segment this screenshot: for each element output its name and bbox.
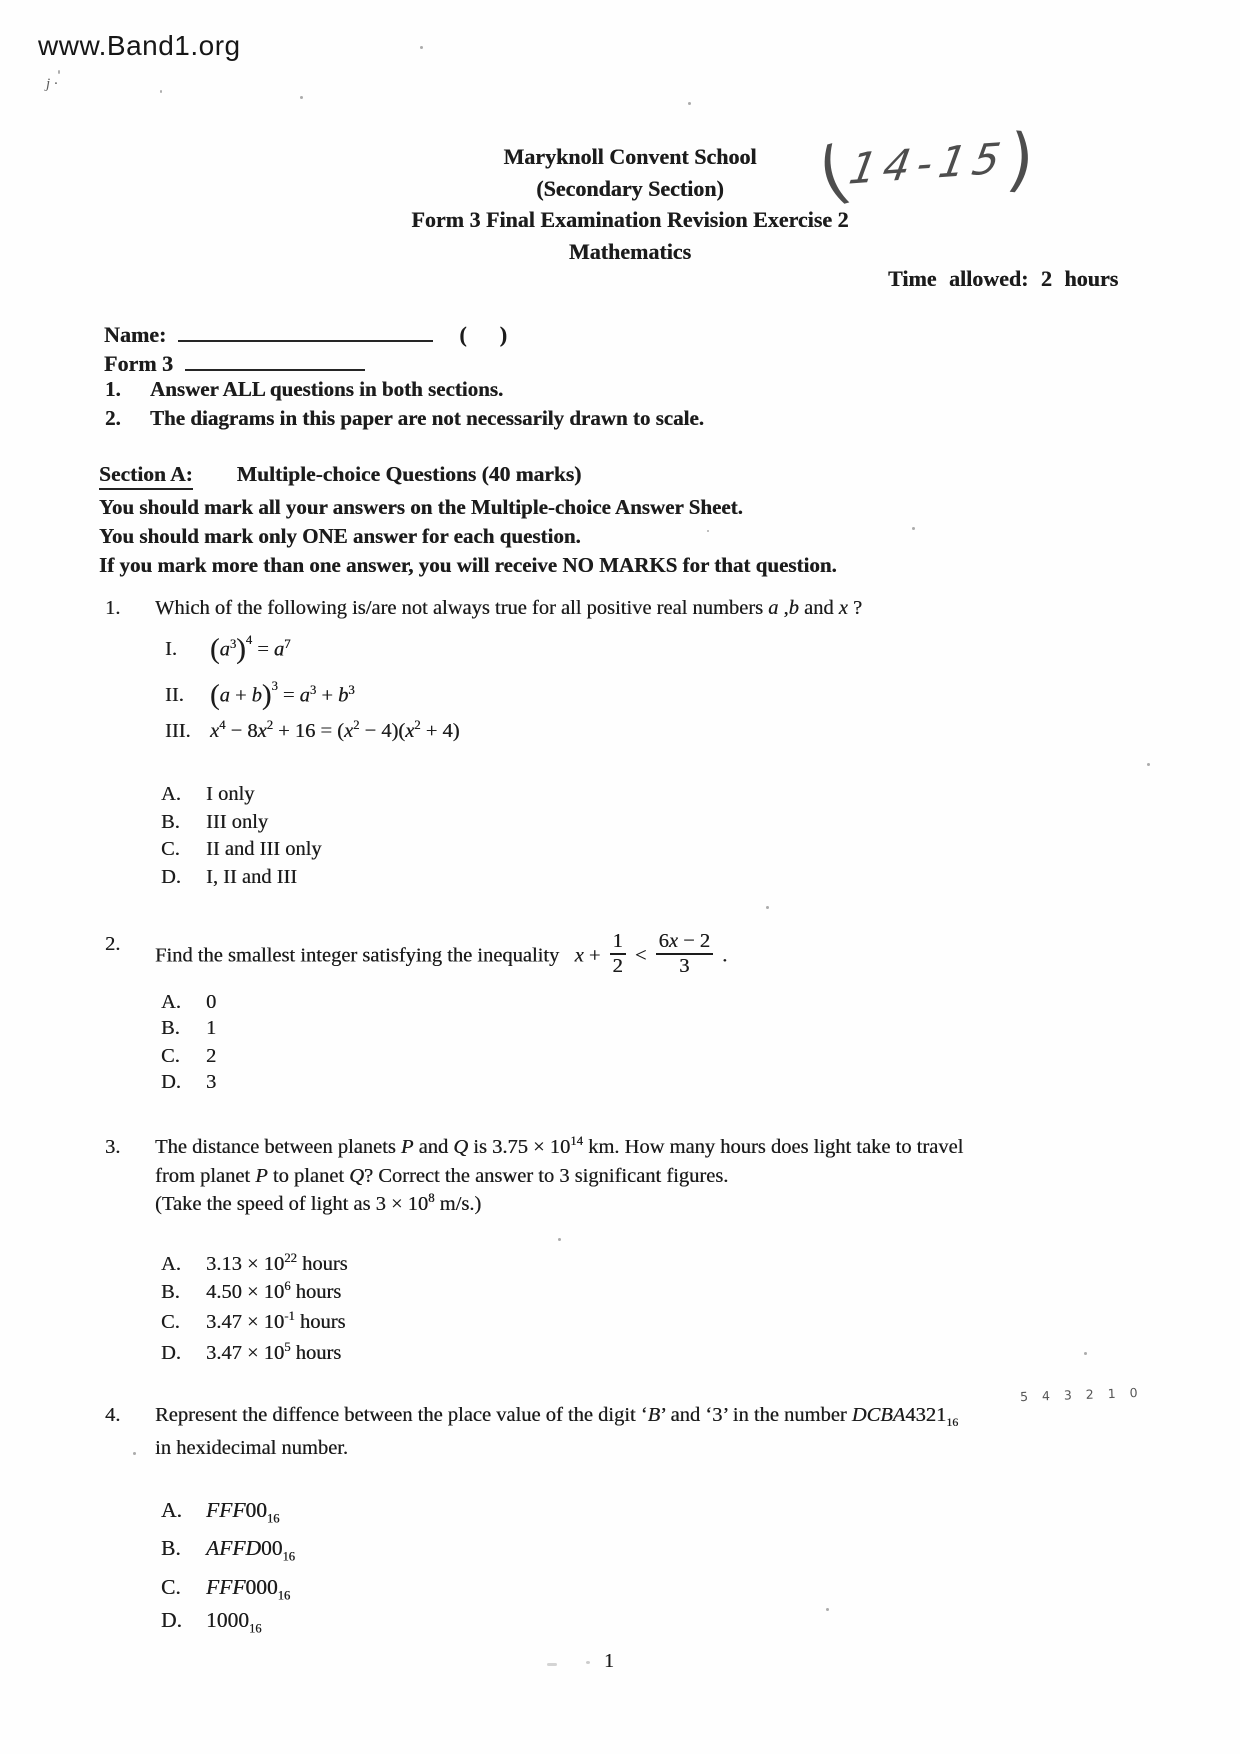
option-letter: C. xyxy=(161,1311,180,1333)
watermark-url: www.Band1.org xyxy=(38,30,241,61)
handwritten-open-paren: ( xyxy=(809,130,857,216)
instruction-text: Answer ALL questions in both sections. xyxy=(150,377,504,401)
scan-speck xyxy=(707,530,709,532)
handwritten-year-annotation xyxy=(809,118,1038,216)
math-expression: $(a + b)^3 = a^3 + b^3$ xyxy=(210,678,355,711)
scan-speck xyxy=(586,1661,590,1664)
scan-speck xyxy=(766,906,769,909)
option-text: $1000_{16}$ xyxy=(206,1608,262,1636)
option-letter: D. xyxy=(161,1608,182,1632)
option-text: 3 xyxy=(206,1071,217,1093)
option-text: $AFFD00_{16}$ xyxy=(206,1536,295,1564)
scan-speck xyxy=(826,1608,829,1611)
instruction-number: 2. xyxy=(105,406,121,430)
section-a-label: Section A: xyxy=(99,462,193,490)
option-text: 1 xyxy=(206,1017,217,1039)
scan-speck xyxy=(300,96,303,99)
roman-label: III. xyxy=(165,720,191,742)
question-2-option-b xyxy=(161,1017,216,1040)
question-2-option-a xyxy=(161,991,216,1014)
question-4-option-a xyxy=(161,1498,280,1526)
question-2-stem xyxy=(105,930,728,981)
section-a-heading xyxy=(99,462,581,490)
option-text: $FFF000_{16}$ xyxy=(206,1575,291,1603)
question-3-stem xyxy=(105,1136,963,1159)
question-1-option-c xyxy=(161,838,322,861)
handwritten-close-paren: ) xyxy=(1003,118,1038,202)
question-2-option-c xyxy=(161,1045,216,1068)
time-allowed-label: Time allowed: 2 hours xyxy=(888,266,1119,291)
general-instruction xyxy=(105,406,704,431)
option-text: 0 xyxy=(206,991,217,1013)
question-3-option-a xyxy=(161,1253,348,1276)
form-label: Form 3 xyxy=(104,351,174,376)
question-1-stem xyxy=(105,597,862,620)
school-section: (Secondary Section) xyxy=(536,175,724,201)
option-text: $FFF00_{16}$ xyxy=(206,1498,280,1526)
option-text: $3.13 \times 10^{22}$ hours xyxy=(206,1251,348,1275)
section-a-note: You should mark only ONE answer for each question. xyxy=(99,524,581,548)
option-text: $3.47 \times 10^5$ hours xyxy=(206,1340,342,1364)
exam-title: Form 3 Final Examination Revision Exercise 2 xyxy=(411,207,849,232)
question-1-item-II xyxy=(165,679,355,712)
option-text: 2 xyxy=(206,1045,217,1067)
question-4-option-d xyxy=(161,1608,262,1636)
option-letter: C. xyxy=(161,1575,181,1599)
question-1-option-a xyxy=(161,783,254,806)
class-number-brackets: ( ) xyxy=(459,322,507,347)
handwritten-year-text: 14-15 xyxy=(845,132,1011,194)
option-letter: D. xyxy=(161,1071,181,1093)
page-number: 1 xyxy=(604,1650,614,1672)
question-3-text-line: (Take the speed of light as $3 \times 10^8$ m/s.) xyxy=(155,1191,482,1215)
option-letter: B. xyxy=(161,811,180,833)
question-1-option-d xyxy=(161,866,297,889)
math-expression: $x^4 - 8x^2 + 16 = (x^2 - 4)(x^2 + 4)$ xyxy=(210,718,460,742)
roman-label: II. xyxy=(165,684,184,706)
option-letter: B. xyxy=(161,1017,180,1039)
roman-label: I. xyxy=(165,638,177,660)
question-text: Find the smallest integer satisfying the inequality x + $\frac{1}{2}$ < $\frac{6x - 2}{3}$ . xyxy=(155,930,728,977)
option-text: I only xyxy=(206,783,255,805)
school-name: Maryknoll Convent School xyxy=(503,144,757,169)
header-title-block xyxy=(30,141,1230,267)
question-text: Which of the following is/are not always true for all positive real numbers a ,b and x ? xyxy=(155,597,863,619)
question-number: 2. xyxy=(105,933,121,955)
question-1-option-b xyxy=(161,811,268,834)
question-number: 1. xyxy=(105,597,121,619)
handwritten-place-value-marks: 5 4 3 2 1 0 xyxy=(1019,1384,1143,1405)
question-1-item-I xyxy=(165,633,291,666)
scan-speck xyxy=(58,70,60,74)
question-number: 3. xyxy=(105,1136,121,1158)
subject-title: Mathematics xyxy=(568,238,692,264)
question-2-option-d xyxy=(161,1071,216,1094)
question-4-text-line: in hexidecimal number. xyxy=(155,1437,348,1459)
name-blank-line xyxy=(178,318,433,342)
option-text: $4.50 \times 10^6$ hours xyxy=(206,1279,342,1303)
math-expression: $(a^3)^4 = a^7$ xyxy=(210,632,291,665)
form-row xyxy=(104,347,365,377)
question-1-item-III xyxy=(165,720,460,743)
question-text: Represent the diffence between the place value of the digit ‘B’ and ‘3’ in the number $DCBA4321_{16}$ xyxy=(155,1404,959,1430)
scan-speck xyxy=(688,102,691,105)
option-text: I, II and III xyxy=(206,866,298,888)
section-a-note: If you mark more than one answer, you will receive NO MARKS for that question. xyxy=(99,553,837,577)
question-3-option-c xyxy=(161,1311,345,1334)
question-4-option-c xyxy=(161,1575,291,1603)
stray-pencil-mark: j · xyxy=(46,76,58,92)
question-3-option-d xyxy=(161,1342,341,1365)
scan-speck xyxy=(420,46,423,49)
option-letter: B. xyxy=(161,1536,181,1560)
question-4-option-b xyxy=(161,1536,295,1564)
scan-speck xyxy=(1084,1352,1087,1355)
scan-speck xyxy=(547,1663,557,1666)
option-letter: A. xyxy=(161,991,181,1013)
instruction-text: The diagrams in this paper are not necessarily drawn to scale. xyxy=(150,406,704,430)
option-letter: C. xyxy=(161,838,180,860)
question-3-option-b xyxy=(161,1281,341,1304)
name-label: Name: xyxy=(104,322,167,347)
section-a-note: You should mark all your answers on the Multiple-choice Answer Sheet. xyxy=(99,495,743,519)
question-number: 4. xyxy=(105,1404,121,1426)
scan-speck xyxy=(133,1452,136,1455)
option-letter: C. xyxy=(161,1045,180,1067)
option-letter: D. xyxy=(161,866,181,888)
question-4-stem xyxy=(105,1404,959,1430)
scan-speck xyxy=(1147,763,1150,766)
scan-speck xyxy=(912,527,915,530)
form-blank-line xyxy=(185,347,365,371)
instruction-number: 1. xyxy=(105,377,121,401)
option-letter: D. xyxy=(161,1342,181,1364)
name-row xyxy=(104,318,507,348)
option-text: III only xyxy=(206,811,269,833)
general-instruction xyxy=(105,377,503,402)
scan-speck xyxy=(160,90,162,93)
option-letter: A. xyxy=(161,783,181,805)
scan-speck xyxy=(558,1238,561,1241)
option-letter: B. xyxy=(161,1281,180,1303)
option-text: II and III only xyxy=(206,838,322,860)
option-letter: A. xyxy=(161,1253,181,1275)
question-text: The distance between planets P and Q is $3.75 \times 10^{14}$ km. How many hours does light take to travel xyxy=(155,1134,964,1158)
question-3-text-line: from planet P to planet Q? Correct the answer to 3 significant figures. xyxy=(155,1165,729,1187)
option-text: $3.47 \times 10^{-1}$ hours xyxy=(206,1309,346,1333)
section-a-title: Multiple-choice Questions (40 marks) xyxy=(236,462,582,486)
option-letter: A. xyxy=(161,1498,182,1522)
